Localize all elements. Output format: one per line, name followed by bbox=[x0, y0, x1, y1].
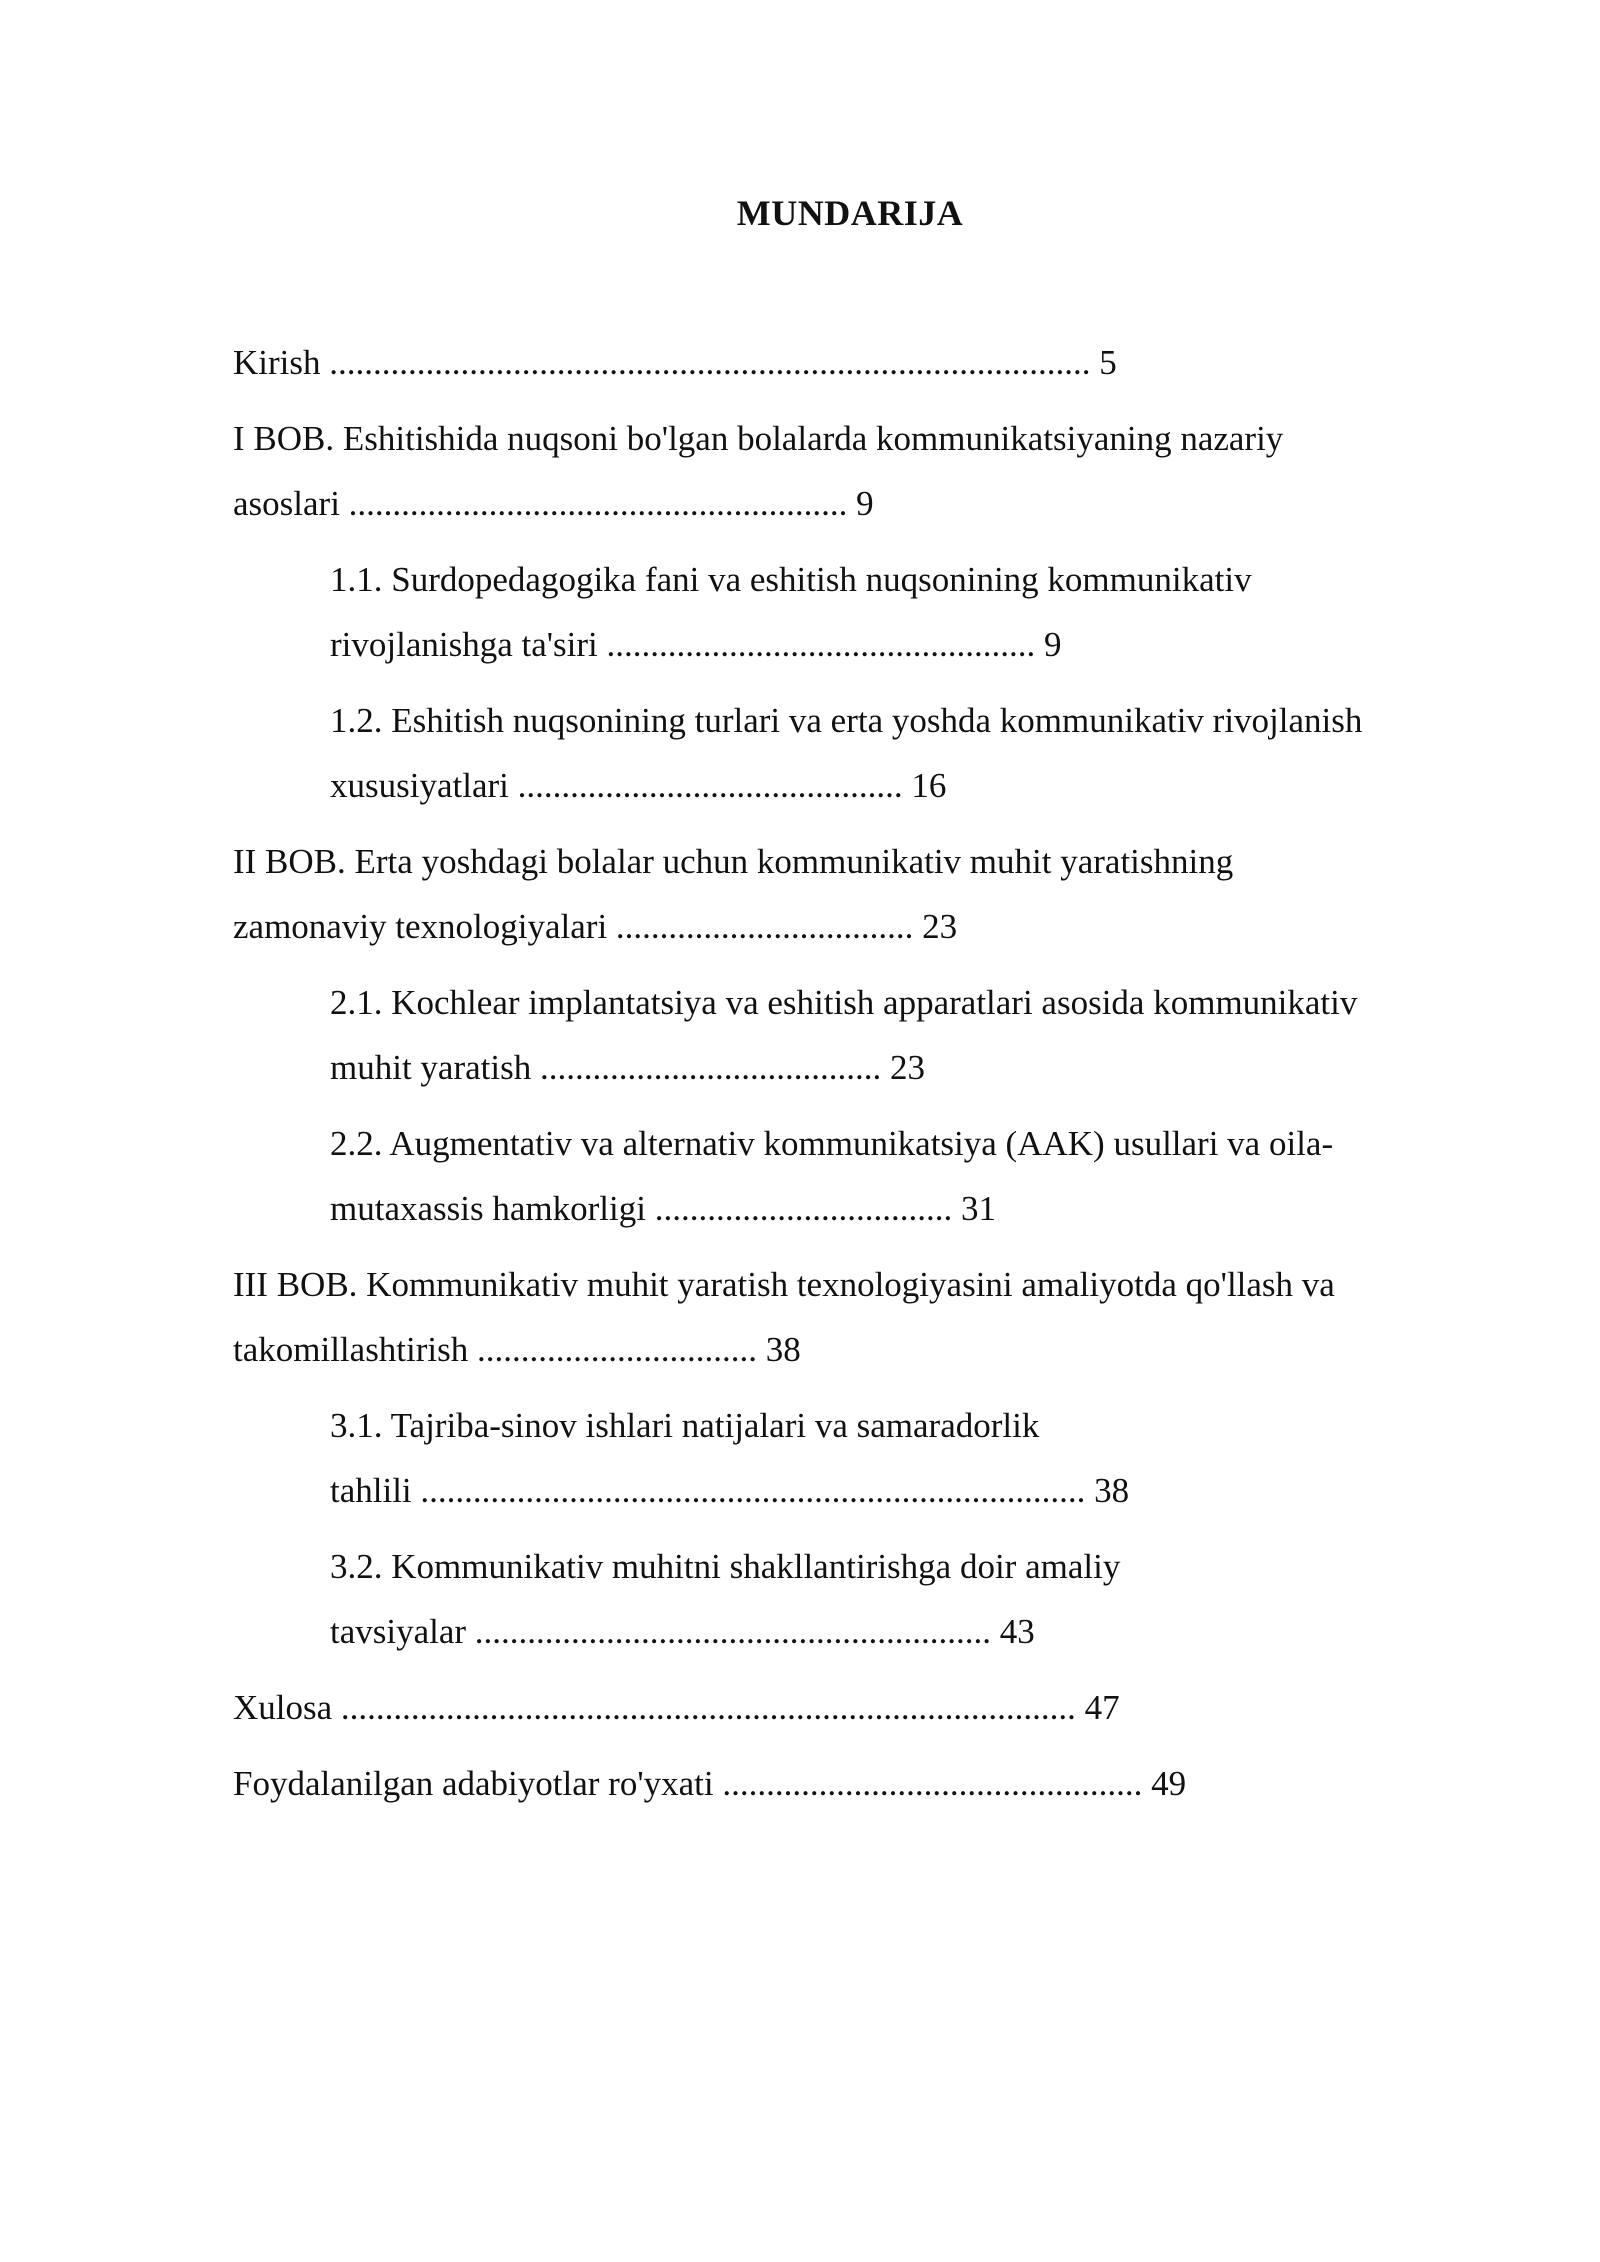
toc-line: tahlili ............................................................................ 38 bbox=[330, 1471, 1130, 1510]
toc-line: takomillashtirish ................................ 38 bbox=[233, 1330, 801, 1369]
toc-entry-section-2-1 bbox=[233, 970, 1463, 1100]
toc-entry-chapter-2 bbox=[233, 829, 1463, 959]
toc-line: 1.1. Surdopedagogika fani va eshitish nuqsonining kommunikativ bbox=[330, 560, 1252, 599]
toc-entry-chapter-1 bbox=[233, 406, 1463, 536]
toc-line: 3.1. Tajriba-sinov ishlari natijalari va samaradorlik bbox=[330, 1406, 1040, 1445]
toc-line: 2.2. Augmentativ va alternativ kommunikatsiya (AAK) usullari va oila- bbox=[330, 1124, 1334, 1163]
toc-entry-section-3-1 bbox=[233, 1393, 1463, 1523]
toc-line: zamonaviy texnologiyalari .................................. 23 bbox=[233, 907, 958, 946]
toc-line: Foydalanilgan adabiyotlar ro'yxati ................................................ 49 bbox=[233, 1764, 1187, 1803]
toc-entry-section-3-2 bbox=[233, 1534, 1463, 1664]
toc-line: 2.1. Kochlear implantatsiya va eshitish apparatlari asosida kommunikativ bbox=[330, 983, 1358, 1022]
toc-entry-conclusion bbox=[233, 1675, 1463, 1740]
toc-line: mutaxassis hamkorligi .................................. 31 bbox=[330, 1189, 996, 1228]
toc-line: Xulosa .................................................................................... 47 bbox=[233, 1688, 1120, 1727]
toc-entry-section-2-2 bbox=[233, 1111, 1463, 1241]
toc-line: rivojlanishga ta'siri ................................................. 9 bbox=[330, 625, 1062, 664]
toc-entry-chapter-3 bbox=[233, 1252, 1463, 1382]
toc-line: Kirish ....................................................................................... 5 bbox=[233, 343, 1117, 382]
toc-line: II BOB. Erta yoshdagi bolalar uchun kommunikativ muhit yaratishning bbox=[233, 842, 1234, 881]
toc-line: 3.2. Kommunikativ muhitni shakllantirishga doir amaliy bbox=[330, 1547, 1121, 1586]
toc-line: xususiyatlari ............................................ 16 bbox=[330, 766, 947, 805]
toc-entry-intro bbox=[233, 330, 1463, 395]
toc-line: muhit yaratish ....................................... 23 bbox=[330, 1048, 925, 1087]
toc-line: tavsiyalar ........................................................... 43 bbox=[330, 1612, 1035, 1651]
toc-entry-section-1-2 bbox=[233, 688, 1463, 818]
table-of-contents bbox=[233, 330, 1463, 1827]
toc-line: I BOB. Eshitishida nuqsoni bo'lgan bolalarda kommunikatsiyaning nazariy bbox=[233, 419, 1284, 458]
toc-line: III BOB. Kommunikativ muhit yaratish texnologiyasini amaliyotda qo'llash va bbox=[233, 1265, 1335, 1304]
toc-entry-section-1-1 bbox=[233, 547, 1463, 677]
page-title: MUNDARIJA bbox=[736, 193, 964, 233]
toc-line: asoslari ......................................................... 9 bbox=[233, 484, 874, 523]
toc-line: 1.2. Eshitish nuqsonining turlari va erta yoshda kommunikativ rivojlanish bbox=[330, 701, 1363, 740]
toc-entry-references bbox=[233, 1751, 1463, 1816]
